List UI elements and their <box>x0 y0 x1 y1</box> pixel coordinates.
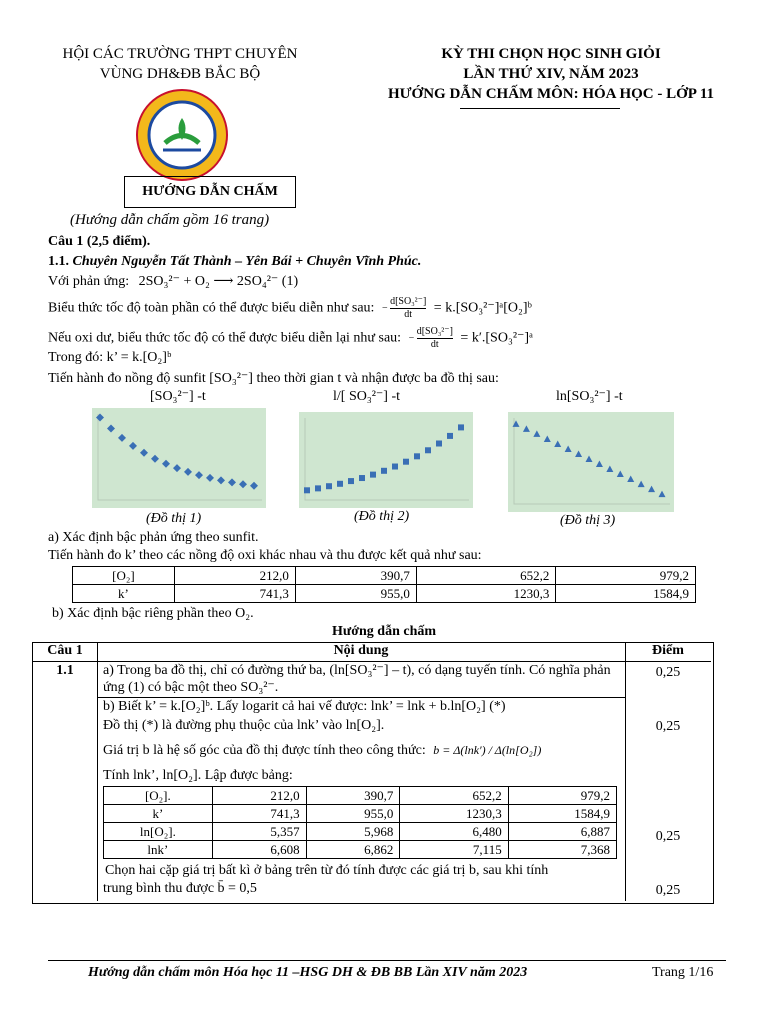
chart-3 <box>508 412 674 512</box>
guide-table <box>32 642 714 904</box>
chart-axis <box>514 418 670 504</box>
guide-box: HƯỚNG DẪN CHẤM <box>124 176 296 208</box>
table1-row <box>73 585 696 603</box>
table1-cell: 1230,3 <box>416 585 556 603</box>
logo-icon <box>135 88 229 182</box>
table2-cell: 979,2 <box>508 787 616 805</box>
score-a: 0,25 <box>655 665 681 680</box>
chart-point <box>250 482 258 490</box>
table2-cell: lnk’ <box>104 841 213 859</box>
header-noidung: Nội dung <box>333 643 389 658</box>
answer-b-line1: b) Biết k’ = k.[O₂]ᵇ. Lấy logarit cả hai vế được: lnk’ = lnk + b.ln[O₂] (*) <box>103 699 506 714</box>
table2-cell: 5,968 <box>306 823 400 841</box>
data-table-1 <box>72 566 696 603</box>
table2-row <box>104 823 617 841</box>
table2-cell: 5,357 <box>212 823 306 841</box>
org-region: VÙNG DH&ĐB BẮC BỘ <box>99 66 261 82</box>
rate-line-2 <box>48 326 533 351</box>
table2-row <box>104 805 617 823</box>
row-divider <box>97 697 625 698</box>
table2-cell: 6,608 <box>212 841 306 859</box>
chart-point <box>140 449 148 457</box>
chart-point <box>436 441 442 447</box>
measure2-line: Tiến hành đo k’ theo các nồng độ oxi khác nhau và thu được kết quả như sau: <box>48 548 482 563</box>
table1-cell: k’ <box>73 585 175 603</box>
table2-cell: 6,887 <box>508 823 616 841</box>
chart-point <box>544 435 551 442</box>
q11-heading <box>48 254 421 270</box>
fraction-numerator: d[SO₃²⁻] <box>416 326 453 337</box>
table2-cell: 212,0 <box>212 787 306 805</box>
chart-point <box>403 459 409 465</box>
table2-cell: 6,480 <box>400 823 508 841</box>
rate-equation-2: = k′.[SO₃²⁻]ᵃ <box>460 330 533 346</box>
fraction-denominator: dt <box>404 309 413 320</box>
q11-source: Chuyên Nguyễn Tất Thành – Yên Bái + Chuyên Vĩnh Phúc. <box>72 254 422 269</box>
chart-point <box>381 468 387 474</box>
table1-cell: 1584,9 <box>556 585 696 603</box>
chart-point <box>586 456 593 463</box>
score-b2: 0,25 <box>655 829 681 844</box>
q11-number: 1.1. <box>48 254 69 269</box>
table1-cell: [O₂] <box>73 567 175 585</box>
chart1-caption: (Đồ thị 1) <box>146 511 202 526</box>
chart-point <box>554 440 561 447</box>
table2-cell: 7,115 <box>400 841 508 859</box>
chart-point <box>617 471 624 478</box>
answer-b-line3-text: Giá trị b là hệ số góc của đồ thị được tính theo công thức: <box>103 743 426 758</box>
measure-line: Tiến hành đo nồng độ sunfit [SO₃²⁻] theo thời gian t và nhận được ba đồ thị sau: <box>48 371 499 386</box>
chart-1 <box>92 408 266 508</box>
score-b1: 0,25 <box>655 719 681 734</box>
chart-point <box>239 480 247 488</box>
chart-2 <box>299 412 473 508</box>
chart-point <box>659 491 666 498</box>
chart-point <box>184 468 192 476</box>
table2-cell: 1230,3 <box>400 805 508 823</box>
fraction-numerator: d[SO₃²⁻] <box>390 296 427 307</box>
chart-point <box>447 433 453 439</box>
exam-edition: LẦN THỨ XIV, NĂM 2023 <box>463 66 639 82</box>
fraction-denominator: dt <box>430 339 439 350</box>
chart-point <box>96 414 104 422</box>
table2-cell: 955,0 <box>306 805 400 823</box>
chart-point <box>575 450 582 457</box>
chart-point <box>304 487 310 493</box>
chart-point <box>151 455 159 463</box>
table2-cell: [O₂]. <box>104 787 213 805</box>
chart-point <box>217 476 225 484</box>
table2-cell: 6,862 <box>306 841 400 859</box>
header-diem: Điểm <box>652 643 684 658</box>
chart-point <box>162 460 170 468</box>
footer-rule <box>48 960 726 961</box>
table1-cell: 652,2 <box>416 567 556 585</box>
answer-b-line3 <box>103 743 541 759</box>
chart-point <box>523 425 530 432</box>
exam-subject: HƯỚNG DẪN CHẤM MÔN: HÓA HỌC - LỚP 11 <box>387 86 715 102</box>
answer-b-line5: Chọn hai cặp giá trị bất kì ở bảng trên từ đó tính được các giá trị b, sau khi tính <box>105 863 549 878</box>
table2-cell: k’ <box>104 805 213 823</box>
rate-fraction-2: − $\frac{\text{d[SO₃²⁻]}}{dt}$ <box>408 326 453 350</box>
col-divider-2 <box>625 643 626 901</box>
chart-point <box>370 472 376 478</box>
chart-point <box>118 434 126 442</box>
chart-point <box>107 425 115 433</box>
header-left <box>30 44 330 84</box>
chart-point <box>627 476 634 483</box>
chart-1-svg <box>92 408 266 508</box>
table1-cell: 212,0 <box>174 567 295 585</box>
header-underline <box>460 108 620 109</box>
reaction-label: Với phản ứng: <box>48 274 130 289</box>
pages-note: (Hướng dẫn chấm gồm 16 trang) <box>70 212 270 228</box>
chart3-title: ln[SO₃²⁻] -t <box>556 389 623 404</box>
chart3-caption: (Đồ thị 3) <box>560 513 616 528</box>
chart-point <box>638 481 645 488</box>
chart-axis <box>98 414 262 500</box>
answer-b-line6: trung bình thu được b̄ = 0,5 <box>103 881 257 896</box>
answer-a: a) Trong ba đồ thị, chỉ có đường thứ ba, (ln[SO₃²⁻] – t), có dạng tuyến tính. Có nghĩa phản ứng (1) có bậc một theo SO₃²⁻. <box>103 663 611 695</box>
answer-b-line2: Đồ thị (*) là đường phụ thuộc của lnk’ vào ln[O₂]. <box>103 718 385 733</box>
chart-point <box>392 464 398 470</box>
rate-line-1 <box>48 296 532 321</box>
chart2-title: l/[ SO₃²⁻] -t <box>333 389 401 404</box>
table2-cell: 741,3 <box>212 805 306 823</box>
table2-cell: 7,368 <box>508 841 616 859</box>
table2-row <box>104 787 617 805</box>
table1-cell: 955,0 <box>295 585 416 603</box>
table1-cell: 390,7 <box>295 567 416 585</box>
chart-point <box>206 474 214 482</box>
table2-row <box>104 841 617 859</box>
header-cau: Câu 1 <box>47 643 83 658</box>
chart-point <box>596 461 603 468</box>
chart-point <box>315 485 321 491</box>
org-name: HỘI CÁC TRƯỜNG THPT CHUYÊN <box>62 46 298 62</box>
footer-page: Trang 1/16 <box>652 965 714 980</box>
chart-point <box>359 475 365 481</box>
row-label: 1.1 <box>56 663 74 678</box>
chart-2-svg <box>299 412 473 508</box>
question-a: a) Xác định bậc phản ứng theo sunfit. <box>48 530 259 545</box>
exam-title: KỲ THI CHỌN HỌC SINH GIỎI <box>441 46 661 62</box>
chart-point <box>173 464 181 472</box>
reaction-equation: 2SO₃²⁻ + O₂ ⟶ 2SO₄²⁻ (1) <box>138 274 299 289</box>
table1-row <box>73 567 696 585</box>
chart-point <box>648 486 655 493</box>
table2-cell: 652,2 <box>400 787 508 805</box>
chart-3-svg <box>508 412 674 512</box>
table2-cell: 1584,9 <box>508 805 616 823</box>
chart-point <box>337 481 343 487</box>
slope-formula: b = Δ(lnk′) / Δ(ln[O₂]) <box>433 743 542 757</box>
table1-cell: 979,2 <box>556 567 696 585</box>
rate-text-1: Biểu thức tốc độ toàn phần có thể được biểu diễn như sau: <box>48 300 375 316</box>
chart-point <box>414 453 420 459</box>
chart1-title: [SO₃²⁻] -t <box>150 389 206 404</box>
col-divider-1 <box>97 643 98 901</box>
reaction-line <box>48 273 298 290</box>
guide-title: Hướng dẫn chấm <box>331 624 437 639</box>
chart-point <box>458 424 464 430</box>
chart-point <box>565 445 572 452</box>
chart-point <box>228 478 236 486</box>
table2-cell: 390,7 <box>306 787 400 805</box>
chart-point <box>425 447 431 453</box>
question-b: b) Xác định bậc riêng phần theo O₂. <box>52 606 254 621</box>
answer-b-line4: Tính lnk’, ln[O₂]. Lập được bảng: <box>103 768 293 783</box>
rate-fraction-1: − $\frac{\text{d[SO₃²⁻]}}{dt}$ <box>381 296 427 320</box>
table2-cell: ln[O₂]. <box>104 823 213 841</box>
chart-point <box>326 483 332 489</box>
header-right <box>356 44 746 104</box>
chart-point <box>348 478 354 484</box>
chart-point <box>533 430 540 437</box>
data-table-2 <box>103 786 617 859</box>
rate-equation-1: = k.[SO₃²⁻]ᵃ[O₂]ᵇ <box>433 300 532 316</box>
chart-point <box>195 471 203 479</box>
footer-text: Hướng dẫn chấm môn Hóa học 11 –HSG DH & ĐB BB Lần XIV năm 2023 <box>88 965 528 980</box>
question-title: Câu 1 (2,5 điểm). <box>48 234 151 249</box>
chart-point <box>129 442 137 450</box>
rate-text-2: Nếu oxi dư, biểu thức tốc độ có thể được biểu diễn lại như sau: <box>48 330 402 346</box>
score-b3: 0,25 <box>655 883 681 898</box>
chart-point <box>606 466 613 473</box>
table1-cell: 741,3 <box>174 585 295 603</box>
where-line: Trong đó: k’ = k.[O₂]ᵇ <box>48 350 172 365</box>
chart2-caption: (Đồ thị 2) <box>354 509 410 524</box>
